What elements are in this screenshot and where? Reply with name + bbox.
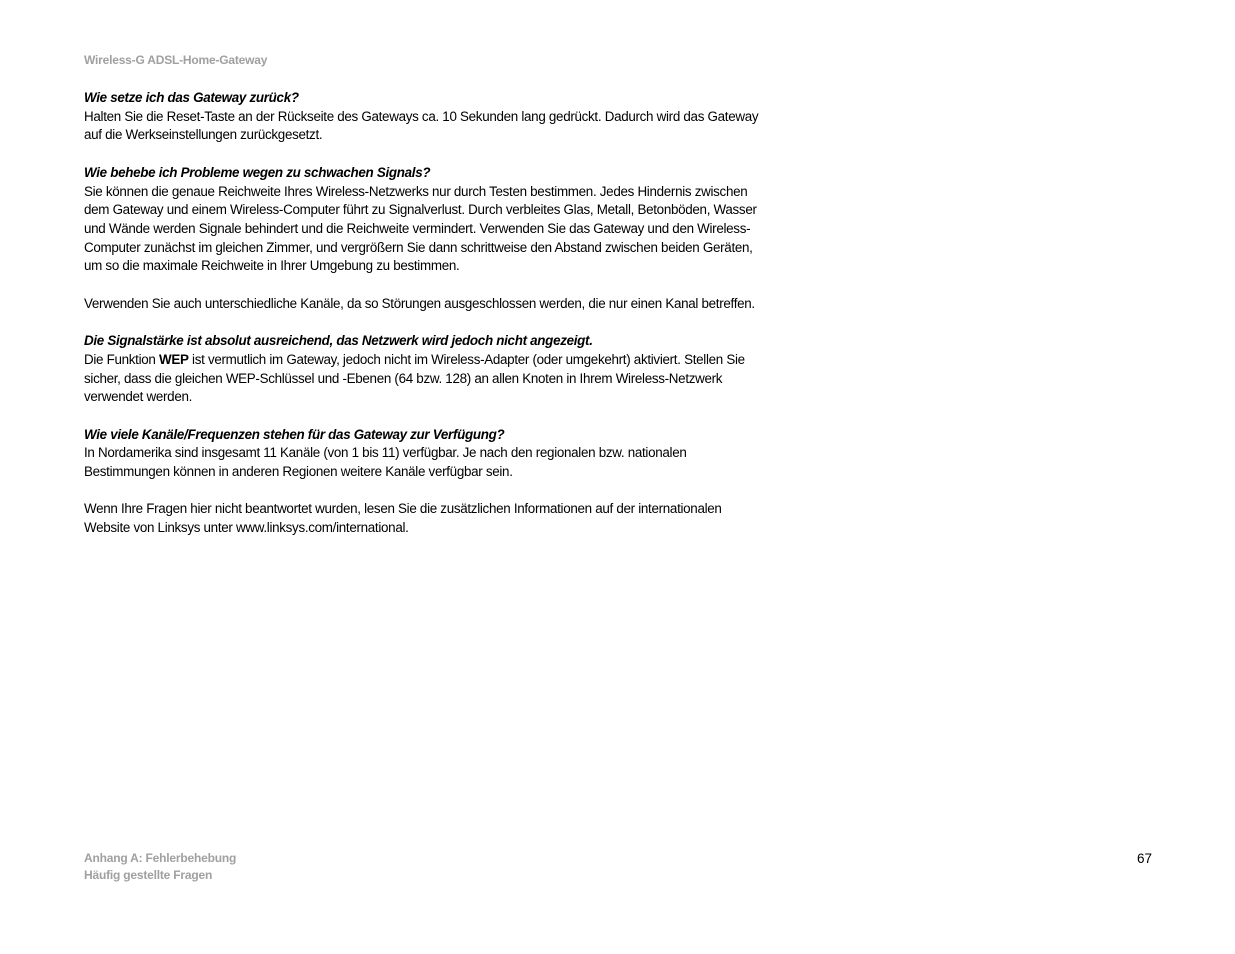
faq-question: Wie behebe ich Probleme wegen zu schwachen Signals? <box>84 164 431 180</box>
faq-item-weak-signal <box>84 164 764 276</box>
faq-content <box>84 89 764 556</box>
faq-question: Wie setze ich das Gateway zurück? <box>84 90 299 105</box>
faq-answer-post: ist vermutlich im Gateway, jedoch nicht im Wireless-Adapter (oder umgekehrt) aktiviert. Stellen Sie sicher, dass die gleichen WEP-Schlüssel und -Ebenen (64 bzw. 128) an allen Knoten in Ihrem Wireless-Netzwerk verwendet werden. <box>84 351 745 405</box>
faq-question: Wie viele Kanäle/Frequenzen stehen für das Gateway zur Verfügung? <box>84 426 505 442</box>
faq-answer: In Nordamerika sind insgesamt 11 Kanäle (von 1 bis 11) verfügbar. Je nach den regionalen bzw. nationalen Bestimmungen können in anderen Regionen weitere Kanäle verfügbar sein. <box>84 445 687 479</box>
footer-section-info <box>84 850 236 883</box>
faq-item-reset <box>84 89 764 145</box>
faq-answer-pre: Die Funktion <box>84 351 159 367</box>
faq-answer: Sie können die genaue Reichweite Ihres Wireless-Netzwerks nur durch Testen bestimmen. Jedes Hindernis zwischen dem Gateway und einem Wireless-Computer führt zu Signalverlust. Durch verbleites Glas, Metall, Betonböden, Wasser und Wände werden Signale behindert und die Reichweite vermindert. Verwenden Sie das Gateway und den Wireless-Computer zunächst im gleichen Zimmer, und vergrößern Sie dann schrittweise den Abstand zwischen beiden Geräten, um so die maximale Reichweite in Ihrer Umgebung zu bestimmen. <box>84 183 757 274</box>
faq-answer-extra: Verwenden Sie auch unterschiedliche Kanäle, da so Störungen ausgeschlossen werden, die nur einen Kanal betreffen. <box>84 295 755 311</box>
closing-text: Wenn Ihre Fragen hier nicht beantwortet wurden, lesen Sie die zusätzlichen Informationen auf der internationalen Website von Linksys unter www.linksys.com/international. <box>84 501 722 536</box>
page-number: 67 <box>1137 851 1153 866</box>
footer-section: Häufig gestellte Fragen <box>84 867 213 882</box>
faq-question: Die Signalstärke ist absolut ausreichend, das Netzwerk wird jedoch nicht angezeigt. <box>84 333 593 349</box>
footer-chapter: Anhang A: Fehlerbehebung <box>84 851 237 865</box>
faq-item-channels <box>84 426 764 482</box>
closing-paragraph <box>84 500 764 537</box>
faq-item-weak-signal-extra <box>84 295 764 314</box>
running-header: Wireless-G ADSL-Home-Gateway <box>84 53 268 67</box>
faq-answer-keyword: WEP <box>159 351 189 367</box>
faq-item-network-not-shown <box>84 332 764 407</box>
faq-answer: Halten Sie die Reset-Taste an der Rückseite des Gateways ca. 10 Sekunden lang gedrückt. Dadurch wird das Gateway auf die Werkseinstellungen zurückgesetzt. <box>84 108 759 143</box>
